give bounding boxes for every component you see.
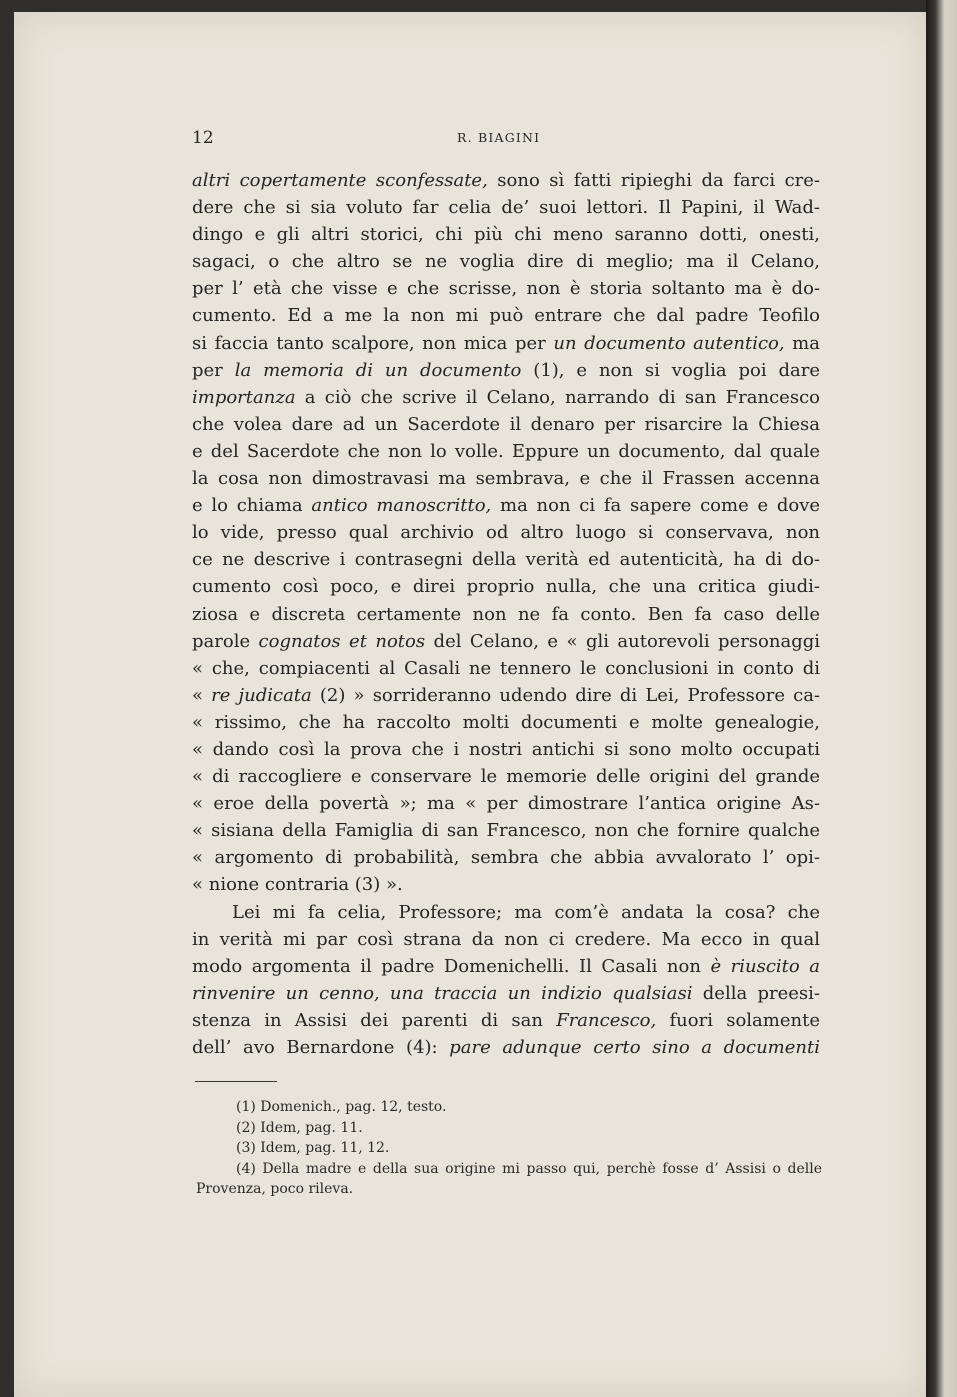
text-line — [192, 330, 820, 357]
text-run: della preesi- — [692, 982, 821, 1004]
text-line — [192, 980, 820, 1007]
text-run: « nione contraria (3) ». — [192, 874, 403, 896]
text-run: parole — [192, 630, 259, 652]
text-run: ma — [784, 332, 820, 354]
text-run: cumento. Ed a me la non mi può entrare che dal padre Teofilo — [192, 305, 820, 327]
text-line — [192, 194, 820, 221]
text-line — [192, 655, 820, 682]
text-run: « — [192, 684, 212, 706]
text-run: che volea dare ad un Sacerdote il denaro per risarcire la Chiesa — [192, 413, 820, 435]
text-run: fuori solamente — [656, 1009, 820, 1031]
footnote-3: (3) Idem, pag. 11, 12. — [236, 1140, 390, 1156]
text-run: « eroe della povertà »; ma « per dimostrare l’antica origine As- — [192, 793, 820, 815]
text-run: sagaci, o che altro se ne voglia dire di meglio; ma il Celano, — [192, 251, 820, 273]
text-line — [192, 492, 820, 519]
text-run: e lo chiama — [192, 495, 312, 517]
text-run: stenza in Assisi dei parenti di san — [192, 1009, 557, 1031]
text-run: per l’ età che visse e che scrisse, non è storia soltanto ma è do- — [192, 278, 820, 300]
text-run: del Celano, e « gli autorevoli personaggi — [425, 630, 821, 652]
italic-text: un documento autentico, — [553, 332, 785, 354]
footnote-divider — [195, 1081, 277, 1082]
text-line — [192, 1034, 820, 1061]
text-run: ce ne descrive i contrasegni della verità ed autenticità, ha di do- — [192, 549, 820, 571]
text-run: lo vide, presso qual archivio od altro luogo si conservava, non — [192, 522, 820, 544]
text-run: sono sì fatti ripieghi da farci cre- — [487, 170, 820, 191]
text-line — [192, 709, 820, 736]
text-run: « rissimo, che ha raccolto molti documenti e molte genealogie, — [192, 711, 820, 733]
footnote-2: (2) Idem, pag. 11. — [236, 1119, 363, 1136]
italic-text: cognatos et notos — [258, 630, 426, 652]
text-line — [192, 601, 820, 628]
text-line — [192, 953, 820, 980]
text-line — [192, 628, 820, 655]
italic-text: è riuscito a — [710, 955, 820, 977]
running-head: R. BIAGINI — [457, 130, 541, 145]
text-line — [192, 1007, 820, 1034]
text-line — [192, 221, 820, 248]
text-line — [192, 357, 820, 384]
italic-text: re judicata — [211, 684, 312, 706]
italic-text: altri copertamente sconfessate, — [192, 170, 488, 191]
text-line — [192, 275, 820, 302]
text-run: (1), e non si voglia poi dare — [521, 359, 820, 381]
text-line — [192, 411, 820, 438]
text-run: si faccia tanto scalpore, non mica per — [192, 332, 554, 354]
body-text — [192, 167, 820, 1061]
text-run: « argomento di probabilità, sembra che abbia avvalorato l’ opi- — [192, 847, 820, 869]
text-line — [192, 167, 820, 194]
text-line — [192, 844, 820, 871]
text-run: e del Sacerdote che non lo volle. Eppure un documento, dal quale — [192, 440, 820, 462]
text-line — [192, 682, 820, 709]
text-run: « dando così la prova che i nostri antichi si sono molto occupati — [192, 738, 820, 760]
footnote-4: (4) Della madre e della sua origine mi passo qui, perchè fosse d’ Assisi o delle — [236, 1160, 822, 1177]
text-run: « sisiana della Famiglia di san Francesco, non che fornire qualche — [192, 820, 820, 842]
text-line — [192, 899, 820, 926]
text-line — [192, 790, 820, 817]
text-run: dere che si sia voluto far celia de’ suoi lettori. Il Papini, il Wad- — [192, 197, 820, 219]
italic-text: importanza — [192, 386, 296, 408]
text-line — [192, 573, 820, 600]
text-line — [192, 519, 820, 546]
italic-text: Francesco, — [556, 1009, 657, 1031]
italic-text: rinvenire un cenno, una traccia un indizio qualsiasi — [192, 982, 693, 1004]
italic-text: antico manoscritto, — [311, 495, 492, 517]
text-line — [192, 926, 820, 953]
text-line — [192, 817, 820, 844]
text-run: (2) » sorrideranno udendo dire di Lei, Professore ca- — [311, 684, 821, 706]
text-line — [192, 248, 820, 275]
text-run: Lei mi fa celia, Professore; ma com’è andata la cosa? che — [232, 901, 820, 923]
text-line — [192, 302, 820, 329]
text-line — [192, 384, 820, 411]
text-run: ziosa e discreta certamente non ne fa conto. Ben fa caso delle — [192, 603, 820, 625]
text-line — [192, 871, 820, 898]
text-line — [192, 438, 820, 465]
text-run: in verità mi par così strana da non ci credere. Ma ecco in qual — [192, 928, 820, 950]
page-number: 12 — [192, 128, 214, 148]
text-line — [192, 465, 820, 492]
text-run: la cosa non dimostravasi ma sembrava, e che il Frassen accenna — [192, 468, 820, 490]
text-line — [192, 546, 820, 573]
footnotes — [196, 1097, 822, 1200]
book-spine — [926, 0, 957, 1397]
text-run: « di raccogliere e conservare le memorie delle origini del grande — [192, 766, 820, 788]
footnote-1: (1) Domenich., pag. 12, testo. — [236, 1099, 447, 1115]
text-line — [192, 736, 820, 763]
text-run: dingo e gli altri storici, chi più chi meno saranno dotti, onesti, — [192, 224, 820, 246]
text-run: a ciò che scrive il Celano, narrando di san Francesco — [295, 386, 820, 408]
page-header — [192, 128, 822, 150]
text-run: dell’ avo Bernardone (4): — [192, 1037, 450, 1058]
text-run: cumento così poco, e direi proprio nulla, che una critica giudi- — [192, 576, 820, 598]
footnote-4-continued: Provenza, poco rileva. — [196, 1181, 354, 1197]
italic-text: pare adunque certo sino a documenti — [449, 1037, 820, 1058]
text-run: per — [192, 359, 235, 381]
text-run: ma non ci fa sapere come e dove — [491, 495, 821, 517]
text-run: modo argomenta il padre Domenichelli. Il Casali non — [192, 955, 711, 977]
italic-text: la memoria di un documento — [234, 359, 522, 381]
text-run: « che, compiacenti al Casali ne tennero le conclusioni in conto di — [192, 657, 820, 679]
text-line — [192, 763, 820, 790]
